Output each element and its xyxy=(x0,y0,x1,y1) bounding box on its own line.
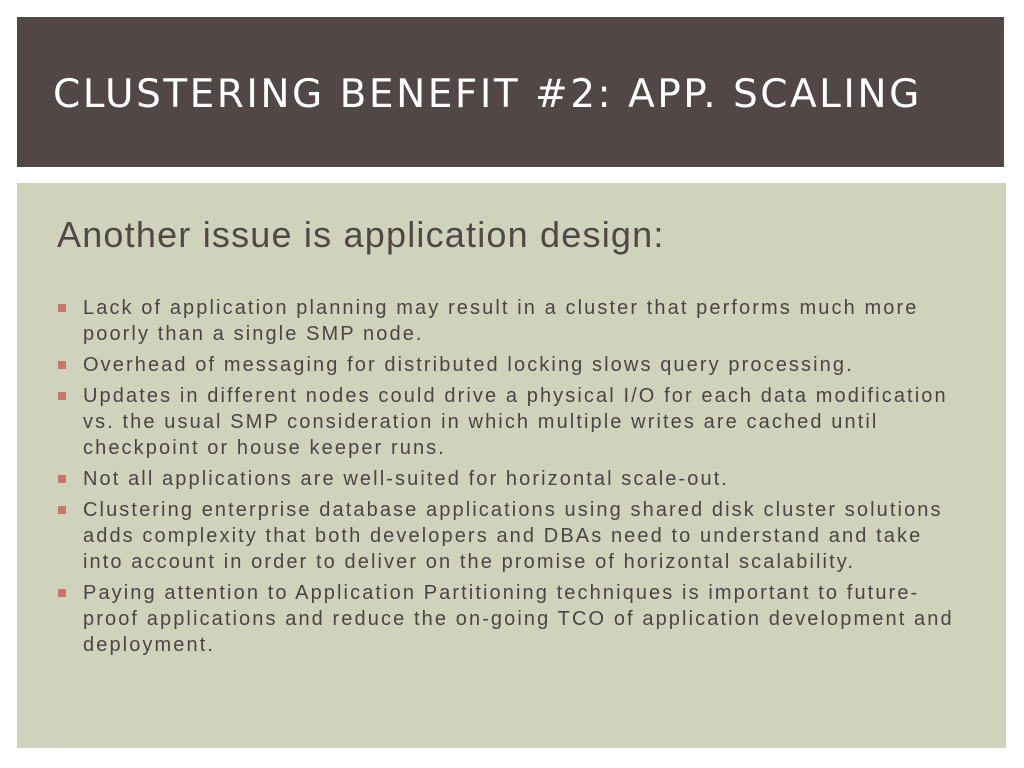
bullet-text: Paying attention to Application Partitioning techniques is important to future-proof applications and reduce the on-going TCO of application development and deployment. xyxy=(83,582,954,656)
bullet-item xyxy=(57,295,962,347)
bullet-item xyxy=(57,580,962,658)
bullet-text: Not all applications are well-suited for horizontal scale-out. xyxy=(83,468,730,490)
bullet-item xyxy=(57,497,962,575)
content-box xyxy=(17,183,1006,748)
slide-title: CLUSTERING BENEFIT #2: APP. SCALING xyxy=(53,72,922,117)
slide-subheading: Another issue is application design: xyxy=(57,214,665,255)
square-bullet-icon xyxy=(58,361,66,369)
title-bar xyxy=(17,17,1004,167)
bullet-item xyxy=(57,352,962,378)
bullet-text: Lack of application planning may result in a cluster that performs much more poorly than a single SMP node. xyxy=(83,297,919,345)
bullet-item xyxy=(57,466,962,492)
bullet-text: Updates in different nodes could drive a physical I/O for each data modification vs. the usual SMP consideration in which multiple writes are cached until checkpoint or house keeper runs. xyxy=(83,385,948,459)
square-bullet-icon xyxy=(58,392,66,400)
bullet-item xyxy=(57,383,962,461)
square-bullet-icon xyxy=(58,506,66,514)
bullet-list xyxy=(57,295,962,663)
square-bullet-icon xyxy=(58,304,66,312)
square-bullet-icon xyxy=(58,475,66,483)
square-bullet-icon xyxy=(58,589,66,597)
bullet-text: Overhead of messaging for distributed locking slows query processing. xyxy=(83,354,854,376)
bullet-text: Clustering enterprise database applications using shared disk cluster solutions adds complexity that both developers and DBAs need to understand and take into account in order to deliver on the promise of horizontal scalability. xyxy=(83,499,943,573)
